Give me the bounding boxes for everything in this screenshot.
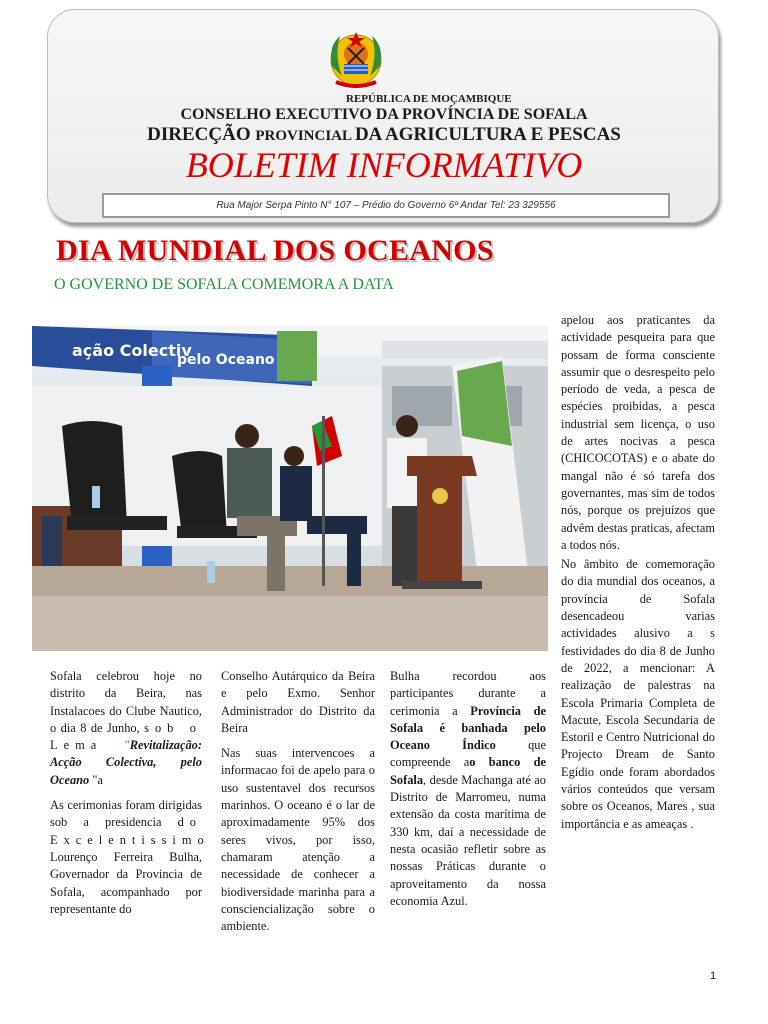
col1-p1-spaced: sob o Lema bbox=[50, 720, 202, 753]
col1-p1-text: Sofala celebrou hoje no distrito da Beira, nas Instalacoes do Clube Nautico, o dia 8 de Junho, bbox=[50, 669, 202, 735]
headline: DIA MUNDIAL DOS OCEANOS bbox=[56, 234, 494, 267]
col4-paragraph-1: apelou aos praticantes da actividade pesqueira para que possam de forma consciente assumir que o desrespeito pelo período de veda, a pesca de espécies proibidas, a pesca industrial sem licença, o uso de artes nocivas a pesca (CHICOCOTAS) e o abate do mangal não é só tarefa dos governantes, mas sim de todos nós, porque os prejuízos que advêm destas praticas, afectam a todos nós. bbox=[561, 313, 715, 552]
col2-paragraph-1: Conselho Autárquico da Beira e pelo Exmo. Senhor Administrador do Distrito da Beira bbox=[221, 669, 375, 735]
mozambique-emblem bbox=[318, 26, 394, 90]
col1-p1-end: "a bbox=[89, 772, 103, 787]
col1-quote-mark: " bbox=[124, 738, 130, 753]
subheadline: O GOVERNO DE SOFALA COMEMORA A DATA bbox=[54, 276, 394, 293]
republic-line: REPÚBLICA DE MOÇAMBIQUE bbox=[346, 93, 512, 105]
col1-lema: Revitalização: Acção Colectiva, pelo Oceano bbox=[50, 738, 202, 787]
banner-text-right: pelo Oceano bbox=[177, 352, 275, 368]
article-column-2 bbox=[221, 668, 375, 943]
col3-text-c: , desde Machanga até ao Distrito de Marromeu, numa extensão da costa marítima de 330 km, daí a necessidade de nesta ocasião refletir sobre as nossas Práticas durante o aproveitamento da nossa economia Azul. bbox=[390, 772, 546, 908]
col1-paragraph-1 bbox=[50, 668, 202, 789]
col4-paragraph-2: No âmbito de comemoração do dia mundial dos oceanos, a província de Sofala desencadeou varias actividades alusivo a s festividades do dia 8 de Junho de 2022, a mencionar: A realização de palestras na Escola Primaria Completa de Macute, Escola Secundaria de Estoril e Centro Nutricional do Projecto Dream de Santo Egídio onde foram abordados vários conteúdos que versam sobre os Oceanos, Mares , sua importância e as ameaças . bbox=[561, 557, 715, 831]
page-number: 1 bbox=[710, 970, 717, 982]
direction-part-b: PROVINCIAL bbox=[255, 128, 355, 144]
address-text: Rua Major Serpa Pinto N° 107 – Prédio do Governo 6º Andar Tel: 23 329556 bbox=[216, 200, 556, 211]
col2-paragraph-2: Nas suas intervencoes a informacao foi de apelo para o uso sustentavel dos recursos marinhos. O oceano é o lar de aproximadamente 95% dos seres vivos, por isso, chamaram atenção a necessidade de conhecer a biodiversidade marinha para a consciencialização sobre o ambiente. bbox=[221, 746, 375, 934]
col3-text-a: Bulha recordou aos participantes durante a cerimonia a bbox=[390, 669, 546, 718]
article-column-4 bbox=[561, 312, 715, 841]
col1-paragraph-2 bbox=[50, 797, 210, 918]
direction-part-c: DA AGRICULTURA E PESCAS bbox=[354, 124, 621, 145]
council-line: CONSELHO EXECUTIVO DA PROVÍNCIA DE SOFALA bbox=[180, 106, 588, 123]
address-bar bbox=[102, 193, 670, 218]
bulletin-title: BOLETIM INFORMATIVO bbox=[185, 145, 583, 185]
col3-bold-2: o banco de Sofala bbox=[390, 755, 546, 787]
col3-text-b: que compreende a bbox=[390, 738, 546, 770]
article-column-3 bbox=[390, 668, 546, 918]
direction-line bbox=[0, 124, 768, 146]
col3-bold-1: Província de Sofala é banhada pelo Oceano Índico bbox=[390, 703, 546, 753]
col3-paragraph-1 bbox=[390, 668, 546, 910]
direction-part-a: DIRECÇÃO bbox=[147, 124, 256, 145]
ceremony-photo bbox=[32, 326, 548, 651]
banner-text-left: ação Colectiv bbox=[72, 341, 192, 360]
article-column-1 bbox=[50, 668, 210, 926]
col1-p2-spaced: do Excelentissimo bbox=[50, 815, 210, 847]
col1-p2-text: As cerimonias foram dirigidas sob a presidencia bbox=[50, 798, 202, 830]
col1-p2-rest: Lourenço Ferreira Bulha, Governador da Provincia de Sofala, acompanhado por representante do bbox=[50, 849, 202, 916]
